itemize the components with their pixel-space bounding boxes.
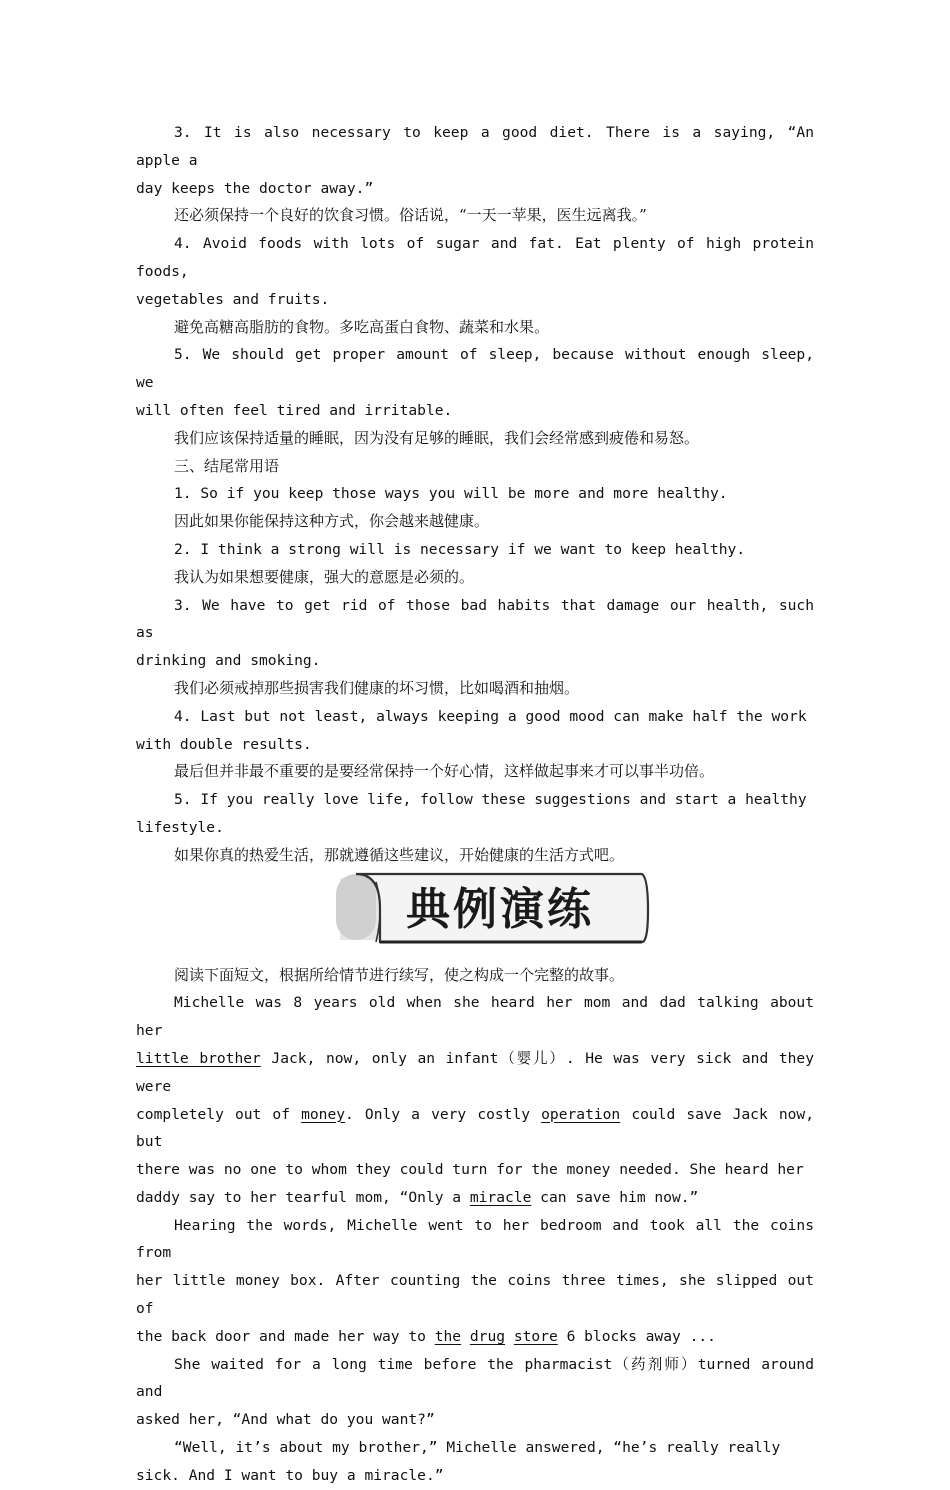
underlined-word: drug	[469, 1327, 506, 1345]
ending-2-zh: 我认为如果想要健康，强大的意愿是必须的。	[174, 567, 475, 586]
story-p1-line3: completely out of money. Only a very costly operation could save Jack now, but	[136, 1105, 814, 1151]
underlined-word: miracle	[469, 1188, 532, 1206]
story-p2-line1: Hearing the words, Michelle went to her bedroom and took all the coins from	[136, 1216, 814, 1262]
ending-3-en-line2: drinking and smoking.	[136, 652, 321, 670]
ending-5-zh: 如果你真的热爱生活，那就遵循这些建议，开始健康的生活方式吧。	[174, 845, 625, 864]
ending-1-zh: 因此如果你能保持这种方式，你会越来越健康。	[174, 512, 490, 531]
story-p3-line2: asked her, “And what do you want?”	[136, 1411, 435, 1429]
ending-4-en-line1: 4. Last but not least, always keeping a good mood can make half the work	[174, 707, 807, 725]
section-three-heading: 三、结尾常用语	[174, 456, 280, 475]
tip-4-en-line2: vegetables and fruits.	[136, 290, 330, 308]
underlined-word: the	[434, 1327, 462, 1345]
tip-3-en-line2: day keeps the doctor away.”	[136, 179, 374, 197]
underlined-word: money	[301, 1105, 346, 1123]
tip-5-zh: 我们应该保持适量的睡眠，因为没有足够的睡眠，我们会经常感到疲倦和易怒。	[174, 428, 700, 447]
ending-1-en: 1. So if you keep those ways you will be more and more healthy.	[174, 485, 728, 503]
ending-3-zh: 我们必须戒掉那些损害我们健康的坏习惯，比如喝酒和抽烟。	[174, 678, 580, 697]
story-p3-line1: She waited for a long time before the pharmacist（药剂师）turned around and	[136, 1355, 814, 1401]
banner-title: 典例演练	[406, 883, 594, 935]
story-p1-line1: Michelle was 8 years old when she heard her mom and dad talking about her	[136, 994, 814, 1040]
underlined-word: operation	[541, 1105, 621, 1123]
story-p1-line5: daddy say to her tearful mom, “Only a miracle can save him now.”	[136, 1188, 699, 1206]
exercise-instruction: 阅读下面短文，根据所给情节进行续写，使之构成一个完整的故事。	[174, 965, 625, 984]
underlined-phrase: little brother	[136, 1049, 261, 1067]
tip-4-en-line1: 4. Avoid foods with lots of sugar and fat. Eat plenty of high protein foods,	[136, 235, 814, 280]
tip-3-en-line1: 3. It is also necessary to keep a good diet. There is a saying, “An apple a	[136, 124, 814, 169]
section-banner	[136, 870, 814, 962]
story-p4-line2: sick. And I want to buy a miracle.”	[136, 1466, 444, 1484]
underlined-word: store	[513, 1327, 558, 1345]
ending-4-zh: 最后但并非最不重要的是要经常保持一个好心情，这样做起事来才可以事半功倍。	[174, 762, 715, 781]
story-p2-line3: the back door and made her way to the drug store 6 blocks away ...	[136, 1327, 716, 1345]
tip-4-zh: 避免高糖高脂肪的食物。多吃高蛋白食物、蔬菜和水果。	[174, 317, 550, 336]
story-p1-line4: there was no one to whom they could turn for the money needed. She heard her	[136, 1161, 804, 1179]
story-p2-line2: her little money box. After counting the coins three times, she slipped out of	[136, 1272, 814, 1318]
tip-5-en-line1: 5. We should get proper amount of sleep, because without enough sleep, we	[136, 346, 814, 392]
ending-5-en-line2: lifestyle.	[136, 818, 224, 836]
story-p4-line1: “Well, it’s about my brother,” Michelle answered, “he’s really really	[174, 1439, 781, 1457]
ending-2-en: 2. I think a strong will is necessary if we want to keep healthy.	[174, 540, 746, 558]
ending-5-en-line1: 5. If you really love life, follow these suggestions and start a healthy	[174, 791, 807, 809]
ending-4-en-line2: with double results.	[136, 735, 312, 753]
story-p1-line2: little brother Jack, now, only an infant（婴儿）. He was very sick and they were	[136, 1049, 814, 1095]
tip-5-en-line2: will often feel tired and irritable.	[136, 401, 453, 419]
tip-3-zh: 还必须保持一个良好的饮食习惯。俗话说，“一天一苹果，医生远离我。”	[174, 206, 647, 225]
ending-3-en-line1: 3. We have to get rid of those bad habits that damage our health, such as	[136, 596, 814, 642]
document-page	[136, 119, 814, 1490]
